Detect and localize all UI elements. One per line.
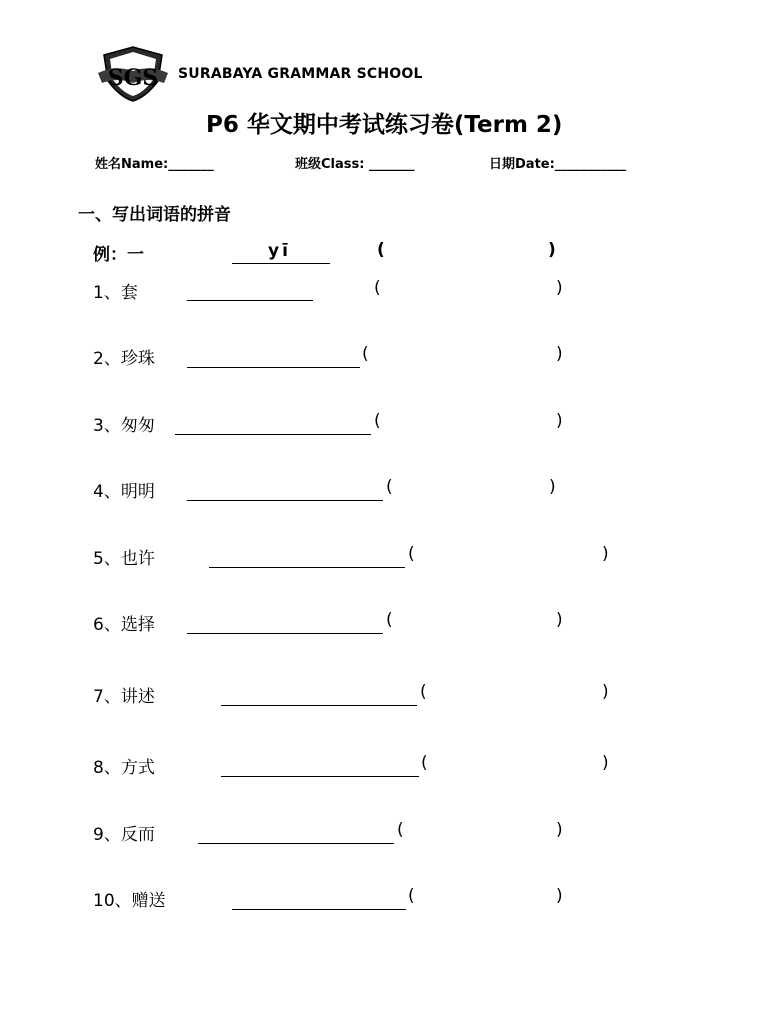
item-label: 9、反而 <box>93 825 155 845</box>
answer-line[interactable] <box>232 909 406 910</box>
paren-open: ( <box>362 344 369 364</box>
example-answer-line <box>232 263 330 264</box>
answer-line[interactable] <box>221 705 417 706</box>
paren-close: ) <box>602 682 609 702</box>
paren-open: ( <box>421 753 428 773</box>
paren-close: ) <box>556 820 563 840</box>
answer-line[interactable] <box>175 434 371 435</box>
paren-close: ) <box>556 411 563 431</box>
answer-line[interactable] <box>187 633 383 634</box>
answer-line[interactable] <box>198 843 394 844</box>
paren-close: ) <box>549 477 556 497</box>
answer-line[interactable] <box>209 567 405 568</box>
item-label: 2、珍珠 <box>93 349 155 369</box>
page-title: P6 华文期中考试练习卷(Term 2) <box>206 112 563 138</box>
school-name: SURABAYA GRAMMAR SCHOOL <box>178 66 423 82</box>
name-field[interactable]: 姓名Name:_______ <box>95 157 214 172</box>
example-paren-close: ) <box>548 240 556 260</box>
item-label: 7、讲述 <box>93 687 155 707</box>
paren-close: ) <box>556 886 563 906</box>
example-label: 例：一 <box>93 245 144 265</box>
item-label: 6、选择 <box>93 615 155 635</box>
example-paren-open: ( <box>377 240 385 260</box>
answer-line[interactable] <box>187 300 313 301</box>
paren-open: ( <box>386 477 393 497</box>
item-label: 10、赠送 <box>93 891 166 911</box>
item-label: 8、方式 <box>93 758 155 778</box>
item-label: 1、套 <box>93 283 138 303</box>
answer-line[interactable] <box>187 500 383 501</box>
item-label: 3、匆匆 <box>93 416 155 436</box>
paren-close: ) <box>602 544 609 564</box>
svg-text:SGS: SGS <box>107 65 159 91</box>
section-title: 一、写出词语的拼音 <box>78 205 231 225</box>
paren-open: ( <box>420 682 427 702</box>
paren-open: ( <box>408 544 415 564</box>
class-field[interactable]: 班级Class: _______ <box>295 157 415 172</box>
paren-open: ( <box>397 820 404 840</box>
paren-close: ) <box>556 610 563 630</box>
item-label: 5、也许 <box>93 549 155 569</box>
item-label: 4、明明 <box>93 482 155 502</box>
answer-line[interactable] <box>187 367 360 368</box>
school-logo-crest-icon <box>96 43 170 103</box>
paren-open: ( <box>374 411 381 431</box>
example-pinyin: yī <box>268 241 291 261</box>
paren-open: ( <box>386 610 393 630</box>
paren-open: ( <box>408 886 415 906</box>
answer-line[interactable] <box>221 776 419 777</box>
paren-close: ) <box>602 753 609 773</box>
date-field[interactable]: 日期Date:___________ <box>489 157 627 172</box>
paren-close: ) <box>556 278 563 298</box>
paren-close: ) <box>556 344 563 364</box>
paren-open: ( <box>374 278 381 298</box>
